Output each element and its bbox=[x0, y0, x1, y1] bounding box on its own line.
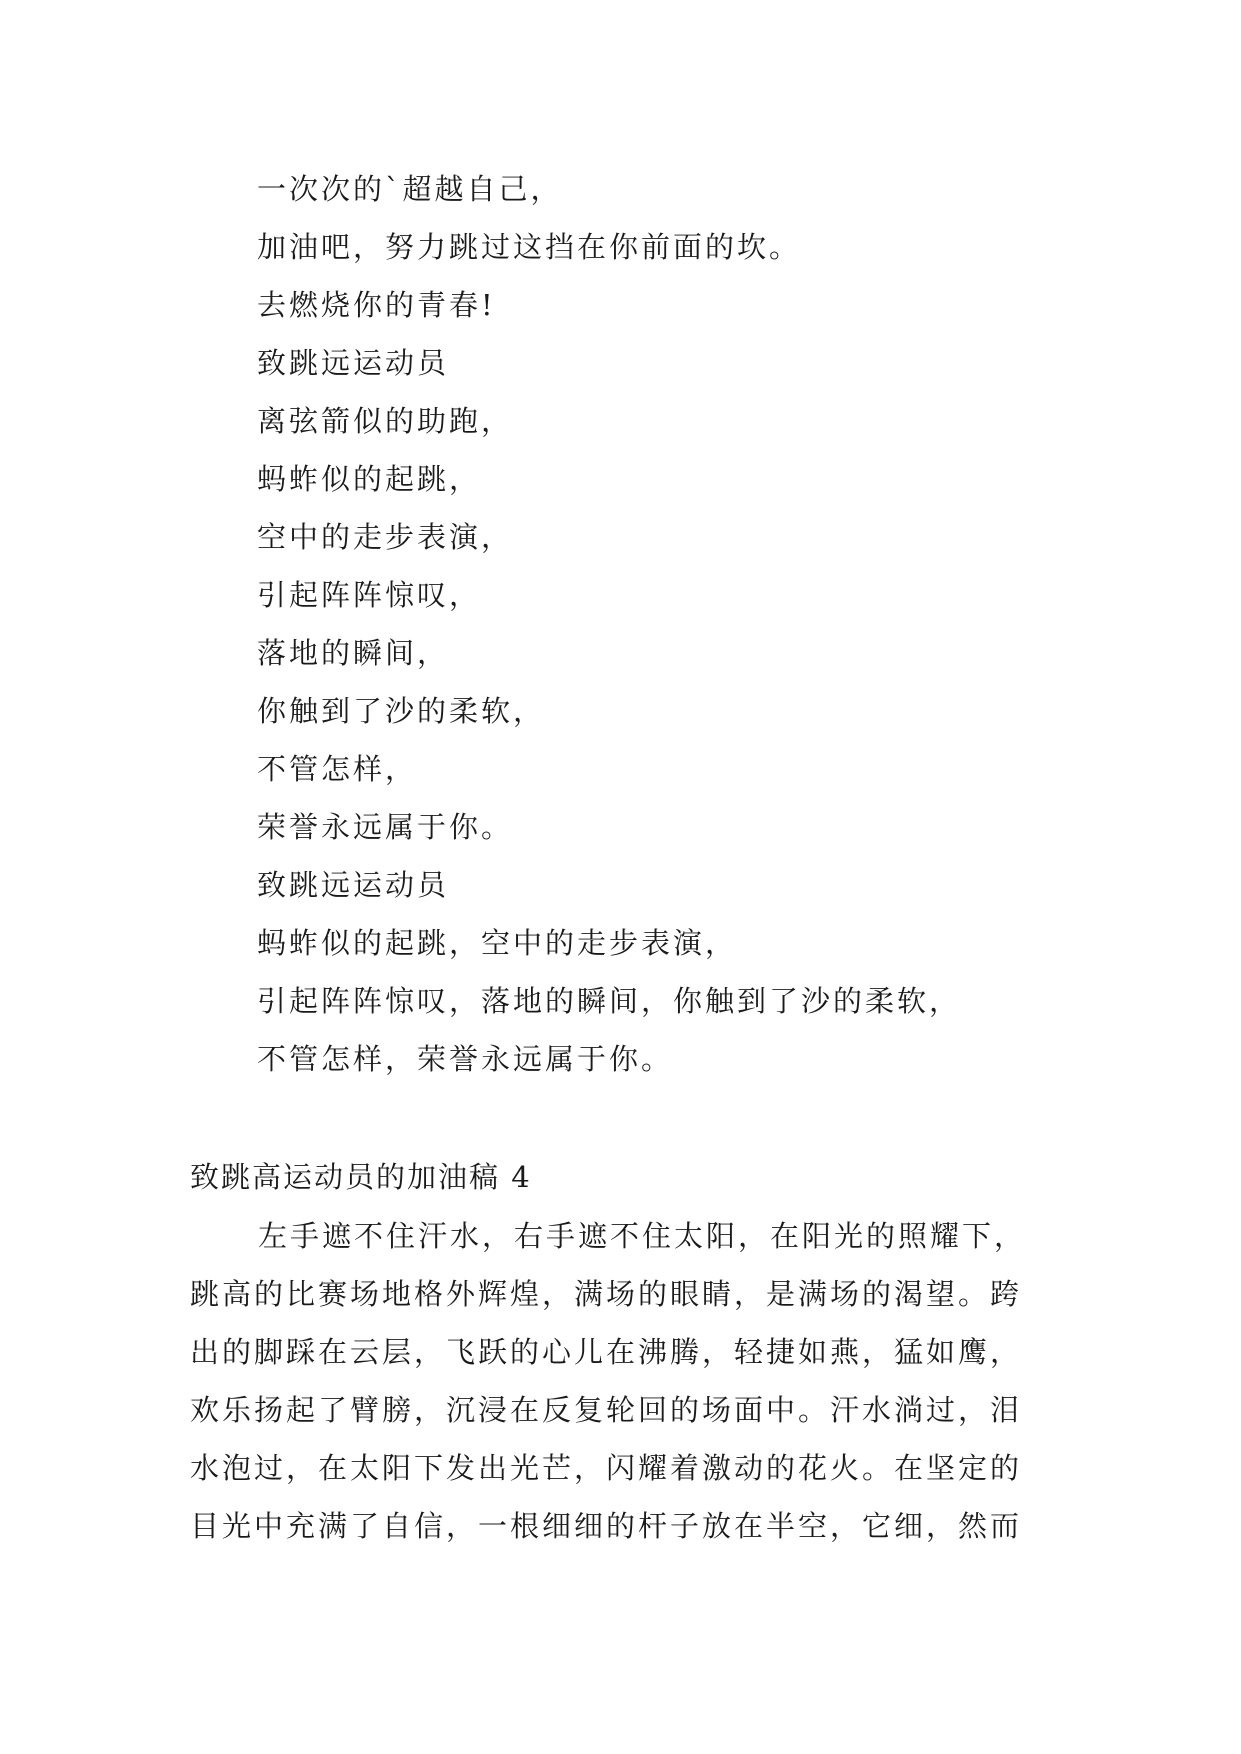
poem-line: 加油吧，努力跳过这挡在你前面的坎。 bbox=[257, 230, 802, 264]
poem-line: 引起阵阵惊叹，落地的瞬间，你触到了沙的柔软， bbox=[257, 984, 962, 1018]
paragraph-line: 水泡过，在太阳下发出光芒，闪耀着激动的花火。在坚定的 bbox=[190, 1451, 1023, 1485]
poem-line: 一次次的`超越自己， bbox=[257, 172, 563, 206]
poem-line: 不管怎样，荣誉永远属于你。 bbox=[257, 1042, 674, 1076]
poem-line: 去燃烧你的青春! bbox=[257, 288, 496, 322]
poem-subtitle: 致跳远运动员 bbox=[257, 868, 450, 902]
section-title: 致跳高运动员的加油稿 4 bbox=[190, 1160, 532, 1194]
body-paragraph bbox=[190, 1207, 1070, 1555]
poem-line: 落地的瞬间， bbox=[257, 636, 450, 670]
poem-line: 离弦箭似的助跑， bbox=[257, 404, 514, 438]
poem-block bbox=[257, 160, 1157, 1088]
poem-line: 引起阵阵惊叹， bbox=[257, 578, 482, 612]
poem-line: 蚂蚱似的起跳，空中的走步表演， bbox=[257, 926, 738, 960]
paragraph-line: 出的脚踩在云层，飞跃的心儿在沸腾，轻捷如燕，猛如鹰， bbox=[190, 1335, 1023, 1369]
paragraph-line: 欢乐扬起了臂膀，沉浸在反复轮回的场面中。汗水淌过，泪 bbox=[190, 1393, 1023, 1427]
poem-line: 蚂蚱似的起跳， bbox=[257, 462, 482, 496]
poem-line: 你触到了沙的柔软， bbox=[257, 694, 546, 728]
poem-line: 空中的走步表演， bbox=[257, 520, 514, 554]
poem-line: 荣誉永远属于你。 bbox=[257, 810, 514, 844]
paragraph-line: 左手遮不住汗水，右手遮不住太阳，在阳光的照耀下， bbox=[258, 1219, 1027, 1253]
paragraph-line: 跳高的比赛场地格外辉煌，满场的眼睛，是满场的渴望。跨 bbox=[190, 1277, 1023, 1311]
paragraph-line: 目光中充满了自信，一根细细的杆子放在半空，它细，然而 bbox=[190, 1509, 1023, 1543]
poem-subtitle: 致跳远运动员 bbox=[257, 346, 450, 380]
poem-line: 不管怎样， bbox=[257, 752, 418, 786]
